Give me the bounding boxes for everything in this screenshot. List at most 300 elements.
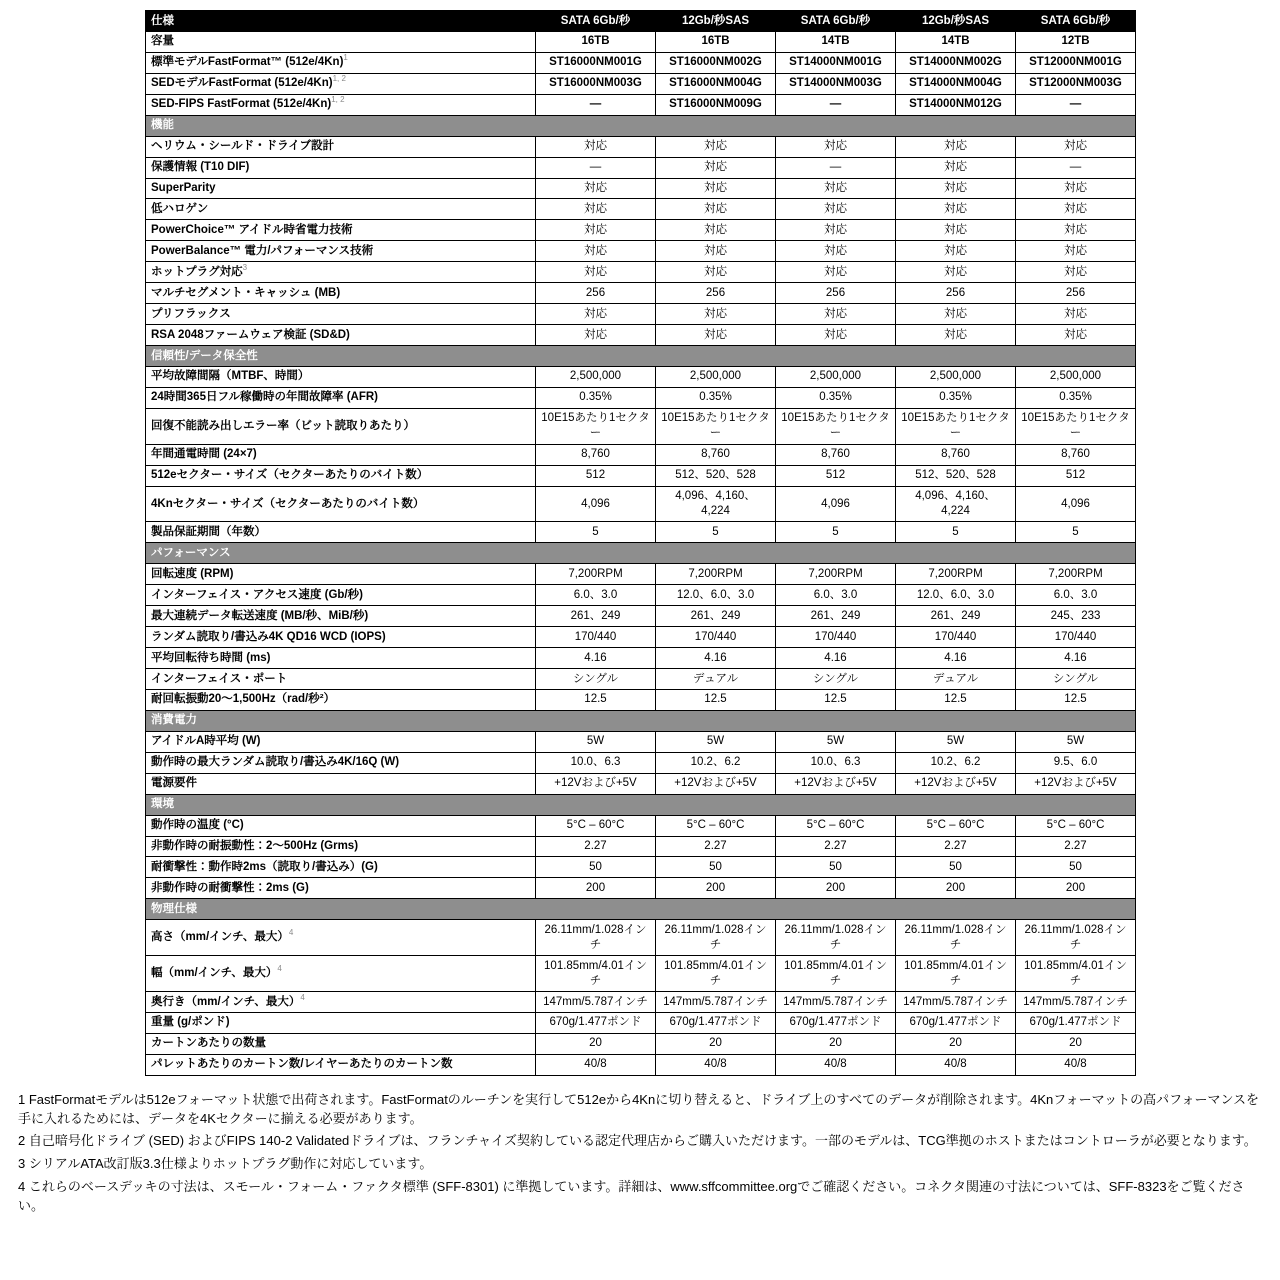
spec-value-cell: ST14000NM003G (776, 73, 896, 94)
spec-row (146, 486, 1136, 522)
section-title: 消費電力 (146, 710, 1136, 731)
spec-row (146, 283, 1136, 304)
spec-row (146, 522, 1136, 543)
footnote-ref: 4 (288, 928, 294, 938)
spec-value-cell: 40/8 (1016, 1054, 1136, 1075)
spec-value-cell: デュアル (656, 669, 776, 690)
spec-value-cell: 対応 (1016, 220, 1136, 241)
spec-value-cell: 170/440 (536, 627, 656, 648)
spec-value-cell: — (536, 94, 656, 115)
footnotes (18, 1091, 1262, 1216)
spec-value-cell: 12.5 (536, 689, 656, 710)
spec-value-cell: 5W (1016, 731, 1136, 752)
spec-value-cell: ST16000NM003G (536, 73, 656, 94)
spec-label-cell: 幅（mm/インチ、最大）$^4$ (146, 956, 536, 992)
spec-value-cell: 2.27 (1016, 836, 1136, 857)
spec-value-cell: 5 (656, 522, 776, 543)
spec-value-cell: デュアル (896, 669, 1016, 690)
spec-value-cell: 670g/1.477ポンド (896, 1012, 1016, 1033)
spec-value-cell: 対応 (536, 241, 656, 262)
spec-value-cell: 2.27 (896, 836, 1016, 857)
spec-value-cell: 40/8 (896, 1054, 1016, 1075)
spec-row (146, 585, 1136, 606)
spec-value-cell: 対応 (896, 325, 1016, 346)
spec-value-cell: 対応 (1016, 199, 1136, 220)
spec-value-cell: シングル (776, 669, 896, 690)
spec-value-cell: 170/440 (896, 627, 1016, 648)
spec-value-cell: +12Vおよび+5V (656, 773, 776, 794)
spec-value-cell: 対応 (776, 220, 896, 241)
spec-value-cell: 4.16 (1016, 648, 1136, 669)
footnote-3: 3 シリアルATA改訂版3.3仕様よりホットプラグ動作に対応しています。 (18, 1156, 433, 1172)
spec-value-cell: 4.16 (776, 648, 896, 669)
spec-value-cell: 4,096、4,160、4,224 (656, 486, 776, 522)
spec-value-cell: ST12000NM003G (1016, 73, 1136, 94)
spec-value-cell: 8,760 (536, 444, 656, 465)
spec-value-cell: 20 (776, 1033, 896, 1054)
spec-value-cell: 101.85mm/4.01インチ (536, 956, 656, 992)
spec-value-cell: 5W (656, 731, 776, 752)
spec-value-cell: 101.85mm/4.01インチ (1016, 956, 1136, 992)
spec-value-cell: 261、249 (776, 606, 896, 627)
spec-row (146, 94, 1136, 115)
spec-row (146, 31, 1136, 52)
spec-label-cell: 耐回転振動20〜1,500Hz（rad/秒²） (146, 689, 536, 710)
spec-value-cell: 10E15あたり1セクター (656, 408, 776, 444)
spec-value-cell: 147mm/5.787インチ (896, 992, 1016, 1013)
spec-value-cell: ST14000NM004G (896, 73, 1016, 94)
spec-value-cell: 40/8 (536, 1054, 656, 1075)
spec-value-cell: 2.27 (656, 836, 776, 857)
spec-value-cell: シングル (1016, 669, 1136, 690)
footnote-1: 1 FastFormatモデルは512eフォーマット状態で出荷されます。FastFormatのルーチンを実行して512eから4Knに切り替えると、ドライブ上のすべてのデータが削除されます。4Knフォーマットの高パフォーマンスを手に入れるためには、データを4Kセクターに揃える必要があります。 (18, 1091, 1260, 1126)
spec-value-cell: 10E15あたり1セクター (536, 408, 656, 444)
spec-row (146, 878, 1136, 899)
spec-value-cell: — (1016, 94, 1136, 115)
spec-value-cell: 対応 (656, 241, 776, 262)
spec-value-cell: 50 (656, 857, 776, 878)
spec-row (146, 1012, 1136, 1033)
spec-label-cell: 低ハロゲン (146, 199, 536, 220)
spec-value-cell: 対応 (896, 220, 1016, 241)
spec-value-cell: 対応 (896, 178, 1016, 199)
spec-value-cell: 対応 (536, 325, 656, 346)
spec-label-cell: 24時間365日フル稼働時の年間故障率 (AFR) (146, 387, 536, 408)
spec-label-cell: 4Knセクター・サイズ（セクターあたりのバイト数） (146, 486, 536, 522)
spec-row (146, 241, 1136, 262)
spec-value-cell: 7,200RPM (776, 564, 896, 585)
spec-value-cell: 14TB (896, 31, 1016, 52)
spec-value-cell: 対応 (776, 325, 896, 346)
spec-value-cell: 200 (1016, 878, 1136, 899)
spec-value-cell: — (776, 157, 896, 178)
spec-value-cell: 対応 (536, 220, 656, 241)
spec-label-cell: 奥行き（mm/インチ、最大）$^4$ (146, 992, 536, 1013)
section-header-row (146, 710, 1136, 731)
spec-value-cell: 7,200RPM (1016, 564, 1136, 585)
spec-value-cell: 対応 (1016, 241, 1136, 262)
spec-value-cell: 12.0、6.0、3.0 (656, 585, 776, 606)
spec-value-cell: 670g/1.477ポンド (776, 1012, 896, 1033)
section-header-row (146, 543, 1136, 564)
spec-value-cell: 10E15あたり1セクター (1016, 408, 1136, 444)
spec-value-cell: 2.27 (776, 836, 896, 857)
spec-label-cell: 非動作時の耐振動性：2〜500Hz (Grms) (146, 836, 536, 857)
spec-value-cell: 対応 (1016, 178, 1136, 199)
spec-value-cell: 40/8 (656, 1054, 776, 1075)
spec-value-cell: 12.5 (896, 689, 1016, 710)
spec-value-cell: — (1016, 157, 1136, 178)
spec-row (146, 992, 1136, 1013)
spec-value-cell: 対応 (1016, 136, 1136, 157)
spec-value-cell: 147mm/5.787インチ (536, 992, 656, 1013)
spec-value-cell: 対応 (776, 262, 896, 283)
spec-value-cell: 20 (656, 1033, 776, 1054)
spec-value-cell: 7,200RPM (656, 564, 776, 585)
spec-value-cell: 261、249 (536, 606, 656, 627)
spec-value-cell: 5W (776, 731, 896, 752)
spec-value-cell: 2,500,000 (1016, 366, 1136, 387)
spec-value-cell: 200 (776, 878, 896, 899)
footnote-ref: 4 (277, 964, 282, 974)
spec-value-cell: 9.5、6.0 (1016, 752, 1136, 773)
spec-value-cell: 2,500,000 (896, 366, 1016, 387)
spec-label-cell: アイドルA時平均 (W) (146, 731, 536, 752)
spec-value-cell: ST12000NM001G (1016, 52, 1136, 73)
spec-value-cell: 26.11mm/1.028インチ (536, 920, 656, 956)
spec-value-cell: 12.5 (776, 689, 896, 710)
spec-value-cell: 12.0、6.0、3.0 (896, 585, 1016, 606)
spec-value-cell: 対応 (536, 262, 656, 283)
spec-table-header (146, 11, 1136, 32)
spec-value-cell: 5 (776, 522, 896, 543)
section-title: 物理仕様 (146, 899, 1136, 920)
spec-value-cell: 8,760 (656, 444, 776, 465)
spec-label-cell: ヘリウム・シールド・ドライブ設計 (146, 136, 536, 157)
section-title: パフォーマンス (146, 543, 1136, 564)
spec-value-cell: 5 (896, 522, 1016, 543)
spec-value-cell: 0.35% (776, 387, 896, 408)
spec-value-cell: 256 (656, 283, 776, 304)
spec-value-cell: 5 (1016, 522, 1136, 543)
spec-value-cell: 256 (536, 283, 656, 304)
footnote-ref: 1, 2 (332, 74, 346, 84)
spec-value-cell: シングル (536, 669, 656, 690)
section-header-row (146, 346, 1136, 367)
spec-row (146, 199, 1136, 220)
spec-value-cell: 0.35% (536, 387, 656, 408)
header-interface-cell-0: SATA 6Gb/秒 (536, 11, 656, 32)
spec-row (146, 408, 1136, 444)
spec-value-cell: 対応 (776, 178, 896, 199)
spec-row (146, 157, 1136, 178)
spec-label-cell: 高さ（mm/インチ、最大）$^4$ (146, 920, 536, 956)
spec-value-cell: 対応 (896, 304, 1016, 325)
spec-value-cell: 4.16 (536, 648, 656, 669)
spec-label-cell: SED-FIPS FastFormat (512e/4Kn)$^{1, 2}$ (146, 94, 536, 115)
spec-value-cell: 対応 (656, 304, 776, 325)
spec-value-cell: 対応 (536, 178, 656, 199)
spec-label-cell: 回復不能読み出しエラー率（ビット読取りあたり） (146, 408, 536, 444)
spec-value-cell: +12Vおよび+5V (896, 773, 1016, 794)
spec-value-cell: 対応 (656, 262, 776, 283)
spec-value-cell: 26.11mm/1.028インチ (1016, 920, 1136, 956)
spec-value-cell: 16TB (656, 31, 776, 52)
footnote-ref: 3 (242, 262, 248, 272)
spec-value-cell: 5W (896, 731, 1016, 752)
spec-value-cell: 5°C – 60°C (896, 815, 1016, 836)
spec-row (146, 52, 1136, 73)
spec-value-cell: 10.0、6.3 (776, 752, 896, 773)
spec-value-cell: 4,096、4,160、4,224 (896, 486, 1016, 522)
spec-value-cell: 256 (1016, 283, 1136, 304)
spec-value-cell: 670g/1.477ポンド (536, 1012, 656, 1033)
spec-row (146, 444, 1136, 465)
spec-row (146, 731, 1136, 752)
spec-value-cell: 対応 (776, 304, 896, 325)
spec-label-cell: SEDモデルFastFormat (512e/4Kn)$^{1, 2}$ (146, 73, 536, 94)
spec-value-cell: ST14000NM012G (896, 94, 1016, 115)
spec-value-cell: 0.35% (896, 387, 1016, 408)
spec-label-cell: パレットあたりのカートン数/レイヤーあたりのカートン数 (146, 1054, 536, 1075)
header-interface-cell-4: SATA 6Gb/秒 (1016, 11, 1136, 32)
footnote-4: 4 これらのベースデッキの寸法は、スモール・フォーム・ファクタ標準 (SFF-8301) に準拠しています。詳細は、www.sffcommittee.orgでご確認ください。コネクタ関連の寸法については、SFF-8323をご覧ください。 (18, 1179, 1245, 1213)
spec-label-cell: 年間通電時間 (24×7) (146, 444, 536, 465)
spec-row (146, 387, 1136, 408)
spec-value-cell: 10E15あたり1セクター (776, 408, 896, 444)
spec-row (146, 857, 1136, 878)
spec-label-cell: インターフェイス・ポート (146, 669, 536, 690)
spec-row (146, 1054, 1136, 1075)
spec-value-cell: 対応 (1016, 304, 1136, 325)
spec-row (146, 752, 1136, 773)
spec-value-cell: 12.5 (656, 689, 776, 710)
spec-label-cell: 動作時の温度 (°C) (146, 815, 536, 836)
spec-value-cell: ST16000NM009G (656, 94, 776, 115)
spec-value-cell: ST16000NM002G (656, 52, 776, 73)
section-title: 機能 (146, 115, 1136, 136)
spec-value-cell: 512 (536, 465, 656, 486)
header-row (146, 11, 1136, 32)
spec-row (146, 956, 1136, 992)
spec-value-cell: 5°C – 60°C (656, 815, 776, 836)
spec-table (145, 10, 1136, 1076)
spec-value-cell: 10E15あたり1セクター (896, 408, 1016, 444)
spec-value-cell: 2,500,000 (536, 366, 656, 387)
spec-row (146, 669, 1136, 690)
spec-value-cell: 20 (896, 1033, 1016, 1054)
spec-value-cell: 261、249 (896, 606, 1016, 627)
spec-value-cell: 256 (776, 283, 896, 304)
spec-value-cell: 261、249 (656, 606, 776, 627)
spec-label-cell: 動作時の最大ランダム読取り/書込み4K/16Q (W) (146, 752, 536, 773)
spec-value-cell: 対応 (776, 241, 896, 262)
spec-value-cell: 10.2、6.2 (896, 752, 1016, 773)
spec-value-cell: 245、233 (1016, 606, 1136, 627)
spec-value-cell: 対応 (896, 241, 1016, 262)
section-header-row (146, 115, 1136, 136)
spec-value-cell: 147mm/5.787インチ (656, 992, 776, 1013)
spec-row (146, 815, 1136, 836)
spec-value-cell: 40/8 (776, 1054, 896, 1075)
spec-row (146, 262, 1136, 283)
spec-value-cell: 12.5 (1016, 689, 1136, 710)
spec-value-cell: 6.0、3.0 (776, 585, 896, 606)
spec-row (146, 689, 1136, 710)
spec-value-cell: 5W (536, 731, 656, 752)
spec-value-cell: 対応 (536, 136, 656, 157)
spec-value-cell: 5°C – 60°C (776, 815, 896, 836)
spec-label-cell: ランダム読取り/書込み4K QD16 WCD (IOPS) (146, 627, 536, 648)
spec-row (146, 606, 1136, 627)
spec-label-cell: 平均故障間隔（MTBF、時間） (146, 366, 536, 387)
spec-row (146, 220, 1136, 241)
spec-value-cell: — (776, 94, 896, 115)
spec-row (146, 465, 1136, 486)
spec-label-cell: 512eセクター・サイズ（セクターあたりのバイト数） (146, 465, 536, 486)
spec-value-cell: ST16000NM004G (656, 73, 776, 94)
spec-label-cell: マルチセグメント・キャッシュ (MB) (146, 283, 536, 304)
spec-row (146, 773, 1136, 794)
spec-value-cell: ST16000NM001G (536, 52, 656, 73)
spec-label-cell: 標準モデルFastFormat™ (512e/4Kn)$^1$ (146, 52, 536, 73)
footnote-ref: 4 (300, 992, 305, 1002)
spec-value-cell: 200 (536, 878, 656, 899)
spec-value-cell: 670g/1.477ポンド (656, 1012, 776, 1033)
spec-value-cell: 7,200RPM (536, 564, 656, 585)
spec-label-cell: 非動作時の耐衝撃性：2ms (G) (146, 878, 536, 899)
spec-value-cell: 対応 (1016, 325, 1136, 346)
spec-label-cell: 耐衝撃性：動作時2ms（読取り/書込み）(G) (146, 857, 536, 878)
footnote-ref: 1, 2 (331, 95, 345, 105)
spec-label-cell: 製品保証期間（年数） (146, 522, 536, 543)
spec-row (146, 648, 1136, 669)
header-spec-label: 仕様 (146, 11, 536, 32)
spec-value-cell: 8,760 (1016, 444, 1136, 465)
spec-row (146, 304, 1136, 325)
spec-value-cell: 512 (776, 465, 896, 486)
spec-value-cell: +12Vおよび+5V (536, 773, 656, 794)
spec-value-cell: 5°C – 60°C (1016, 815, 1136, 836)
section-title: 信頼性/データ保全性 (146, 346, 1136, 367)
spec-value-cell: 4,096 (1016, 486, 1136, 522)
spec-value-cell: 0.35% (1016, 387, 1136, 408)
spec-value-cell: 対応 (656, 178, 776, 199)
spec-value-cell: 170/440 (776, 627, 896, 648)
spec-label-cell: 電源要件 (146, 773, 536, 794)
spec-label-cell: 重量 (g/ポンド) (146, 1012, 536, 1033)
spec-value-cell: 512 (1016, 465, 1136, 486)
spec-label-cell: 容量 (146, 31, 536, 52)
spec-label-cell: SuperParity (146, 178, 536, 199)
spec-value-cell: 10.0、6.3 (536, 752, 656, 773)
spec-value-cell: ST14000NM002G (896, 52, 1016, 73)
spec-table-body (146, 31, 1136, 1075)
spec-value-cell: 対応 (896, 262, 1016, 283)
spec-value-cell: 対応 (656, 157, 776, 178)
spec-value-cell: 2,500,000 (656, 366, 776, 387)
spec-value-cell: 101.85mm/4.01インチ (776, 956, 896, 992)
spec-label-cell: RSA 2048ファームウェア検証 (SD&D) (146, 325, 536, 346)
spec-label-cell: 回転速度 (RPM) (146, 564, 536, 585)
spec-value-cell: 対応 (656, 220, 776, 241)
spec-label-cell: PowerChoice™ アイドル時省電力技術 (146, 220, 536, 241)
spec-value-cell: 6.0、3.0 (536, 585, 656, 606)
spec-label-cell: カートンあたりの数量 (146, 1033, 536, 1054)
section-header-row (146, 899, 1136, 920)
spec-value-cell: 対応 (656, 136, 776, 157)
spec-value-cell: 対応 (896, 199, 1016, 220)
spec-value-cell: 26.11mm/1.028インチ (896, 920, 1016, 956)
spec-row (146, 178, 1136, 199)
spec-value-cell: 14TB (776, 31, 896, 52)
spec-value-cell: 8,760 (776, 444, 896, 465)
spec-row (146, 836, 1136, 857)
spec-value-cell: 対応 (896, 136, 1016, 157)
spec-value-cell: 20 (1016, 1033, 1136, 1054)
spec-value-cell: 101.85mm/4.01インチ (656, 956, 776, 992)
spec-value-cell: 対応 (656, 199, 776, 220)
section-header-row (146, 794, 1136, 815)
spec-value-cell: 対応 (1016, 262, 1136, 283)
spec-value-cell: 200 (896, 878, 1016, 899)
spec-value-cell: 0.35% (656, 387, 776, 408)
spec-value-cell: 対応 (776, 199, 896, 220)
spec-value-cell: 16TB (536, 31, 656, 52)
spec-value-cell: 2,500,000 (776, 366, 896, 387)
spec-row (146, 1033, 1136, 1054)
spec-label-cell: ホットプラグ対応$^3$ (146, 262, 536, 283)
spec-value-cell: 7,200RPM (896, 564, 1016, 585)
header-interface-cell-2: SATA 6Gb/秒 (776, 11, 896, 32)
spec-value-cell: 5°C – 60°C (536, 815, 656, 836)
spec-value-cell: 対応 (536, 304, 656, 325)
spec-value-cell: 26.11mm/1.028インチ (776, 920, 896, 956)
spec-value-cell: 200 (656, 878, 776, 899)
spec-value-cell: — (536, 157, 656, 178)
spec-value-cell: 50 (1016, 857, 1136, 878)
spec-row (146, 325, 1136, 346)
spec-value-cell: 20 (536, 1033, 656, 1054)
footnote-ref: 1 (343, 53, 348, 63)
spec-row (146, 564, 1136, 585)
spec-value-cell: 8,760 (896, 444, 1016, 465)
section-title: 環境 (146, 794, 1136, 815)
spec-value-cell: 147mm/5.787インチ (1016, 992, 1136, 1013)
spec-label-cell: インターフェイス・アクセス速度 (Gb/秒) (146, 585, 536, 606)
spec-label-cell: 平均回転待ち時間 (ms) (146, 648, 536, 669)
spec-value-cell: 170/440 (656, 627, 776, 648)
spec-value-cell: 147mm/5.787インチ (776, 992, 896, 1013)
spec-value-cell: 512、520、528 (656, 465, 776, 486)
spec-row (146, 627, 1136, 648)
spec-value-cell: 5 (536, 522, 656, 543)
spec-value-cell: 256 (896, 283, 1016, 304)
spec-value-cell: 対応 (776, 136, 896, 157)
spec-value-cell: 6.0、3.0 (1016, 585, 1136, 606)
spec-row (146, 920, 1136, 956)
spec-row (146, 73, 1136, 94)
header-interface-cell-3: 12Gb/秒SAS (896, 11, 1016, 32)
spec-value-cell: 対応 (536, 199, 656, 220)
footnote-2: 2 自己暗号化ドライブ (SED) およびFIPS 140-2 Validatedドライブは、フランチャイズ契約している認定代理店からご購入いただけます。一部のモデルは、TCG準拠のホストまたはコントローラが必要となります。 (18, 1133, 1257, 1149)
spec-value-cell: 50 (896, 857, 1016, 878)
spec-value-cell: 512、520、528 (896, 465, 1016, 486)
spec-row (146, 366, 1136, 387)
spec-value-cell: 対応 (656, 325, 776, 346)
header-interface-cell-1: 12Gb/秒SAS (656, 11, 776, 32)
spec-label-cell: 保護情報 (T10 DIF) (146, 157, 536, 178)
